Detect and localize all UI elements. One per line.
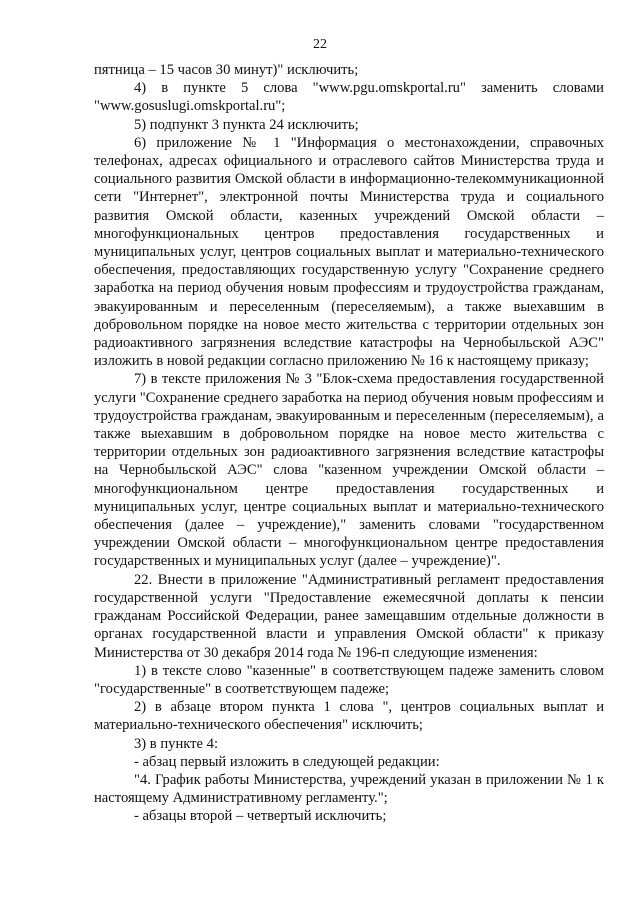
paragraph: 2) в абзаце втором пункта 1 слова ", центров социальных выплат и материально-технического обеспечения" исключить; <box>94 699 604 734</box>
page-number: 22 <box>313 37 327 52</box>
paragraph: 3) в пункте 4: <box>134 735 219 752</box>
paragraph: 7) в тексте приложения № 3 "Блок-схема предоставления государственной услуги "Сохранение среднего заработка на период обучения новым профессиям и трудоустройства гражданам, эвакуированным и переселенным (переселяемым), а также выехавшим в добровольном порядке на новое место жительства с территории отдельных зон радиоактивного загрязнения вследствие катастрофы на Чернобыльской АЭС" слова "казенном учреждении Омской области – многофункциональном центре предоставления государственных и муниципальных услуг, центре социальных выплат и материально-технического обеспечения (далее – учреждение)," заменить словами "государственном учреждении Омской области – многофункциональном центре предоставления государственных и муниципальных услуг (далее – учреждение)". <box>94 371 604 570</box>
paragraph: 4) в пункте 5 слова "www.pgu.omskportal.ru" заменить словами "www.gosuslugi.omskportal.ru"; <box>94 80 604 115</box>
paragraph: 5) подпункт 3 пункта 24 исключить; <box>134 116 359 133</box>
paragraph: пятница – 15 часов 30 минут)" исключить; <box>94 62 359 78</box>
paragraph: 22. Внести в приложение "Административный регламент предоставления государственной услуги "Предоставление ежемесячной доплаты к пенсии гражданам Российской Федерации, ранее замещавшим отдельные должности в органах государственной власти и управления Омской области" к приказу Министерства от 30 декабря 2014 года № 196-п следующие изменения: <box>94 571 604 661</box>
paragraph: - абзацы второй – четвертый исключить; <box>134 808 387 825</box>
paragraph: - абзац первый изложить в следующей редакции: <box>134 753 440 770</box>
paragraph: "4. График работы Министерства, учреждений указан в приложении № 1 к настоящему Административному регламенту."; <box>94 771 604 807</box>
paragraph: 1) в тексте слово "казенные" в соответствующем падеже заменить словом "государственные" в соответствующем падеже; <box>94 662 604 697</box>
paragraph: 6) приложение № 1 "Информация о местонахождении, справочных телефонах, адресах официального и отраслевого сайтов Министерства труда и социального развития Омской области в информационно-телекоммуникационной сети "Интернет", электронной почты Министерства труда и социального развития Омской области, казенных учреждений Омской области – многофункциональных центров предоставления государственных и муниципальных услуг, центров социальных выплат и материально-технического обеспечения, предоставляющих государственную услугу "Сохранение среднего заработка на период обучения новым профессиям и трудоустройства гражданам, эвакуированным и переселенным (переселяемым), а также выехавшим в добровольном порядке на новое место жительства с территории отдельных зон радиоактивного загрязнения вследствие катастрофы на Чернобыльской АЭС" изложить в новой редакции согласно приложению № 16 к настоящему приказу; <box>94 134 604 370</box>
document-body <box>94 61 604 826</box>
